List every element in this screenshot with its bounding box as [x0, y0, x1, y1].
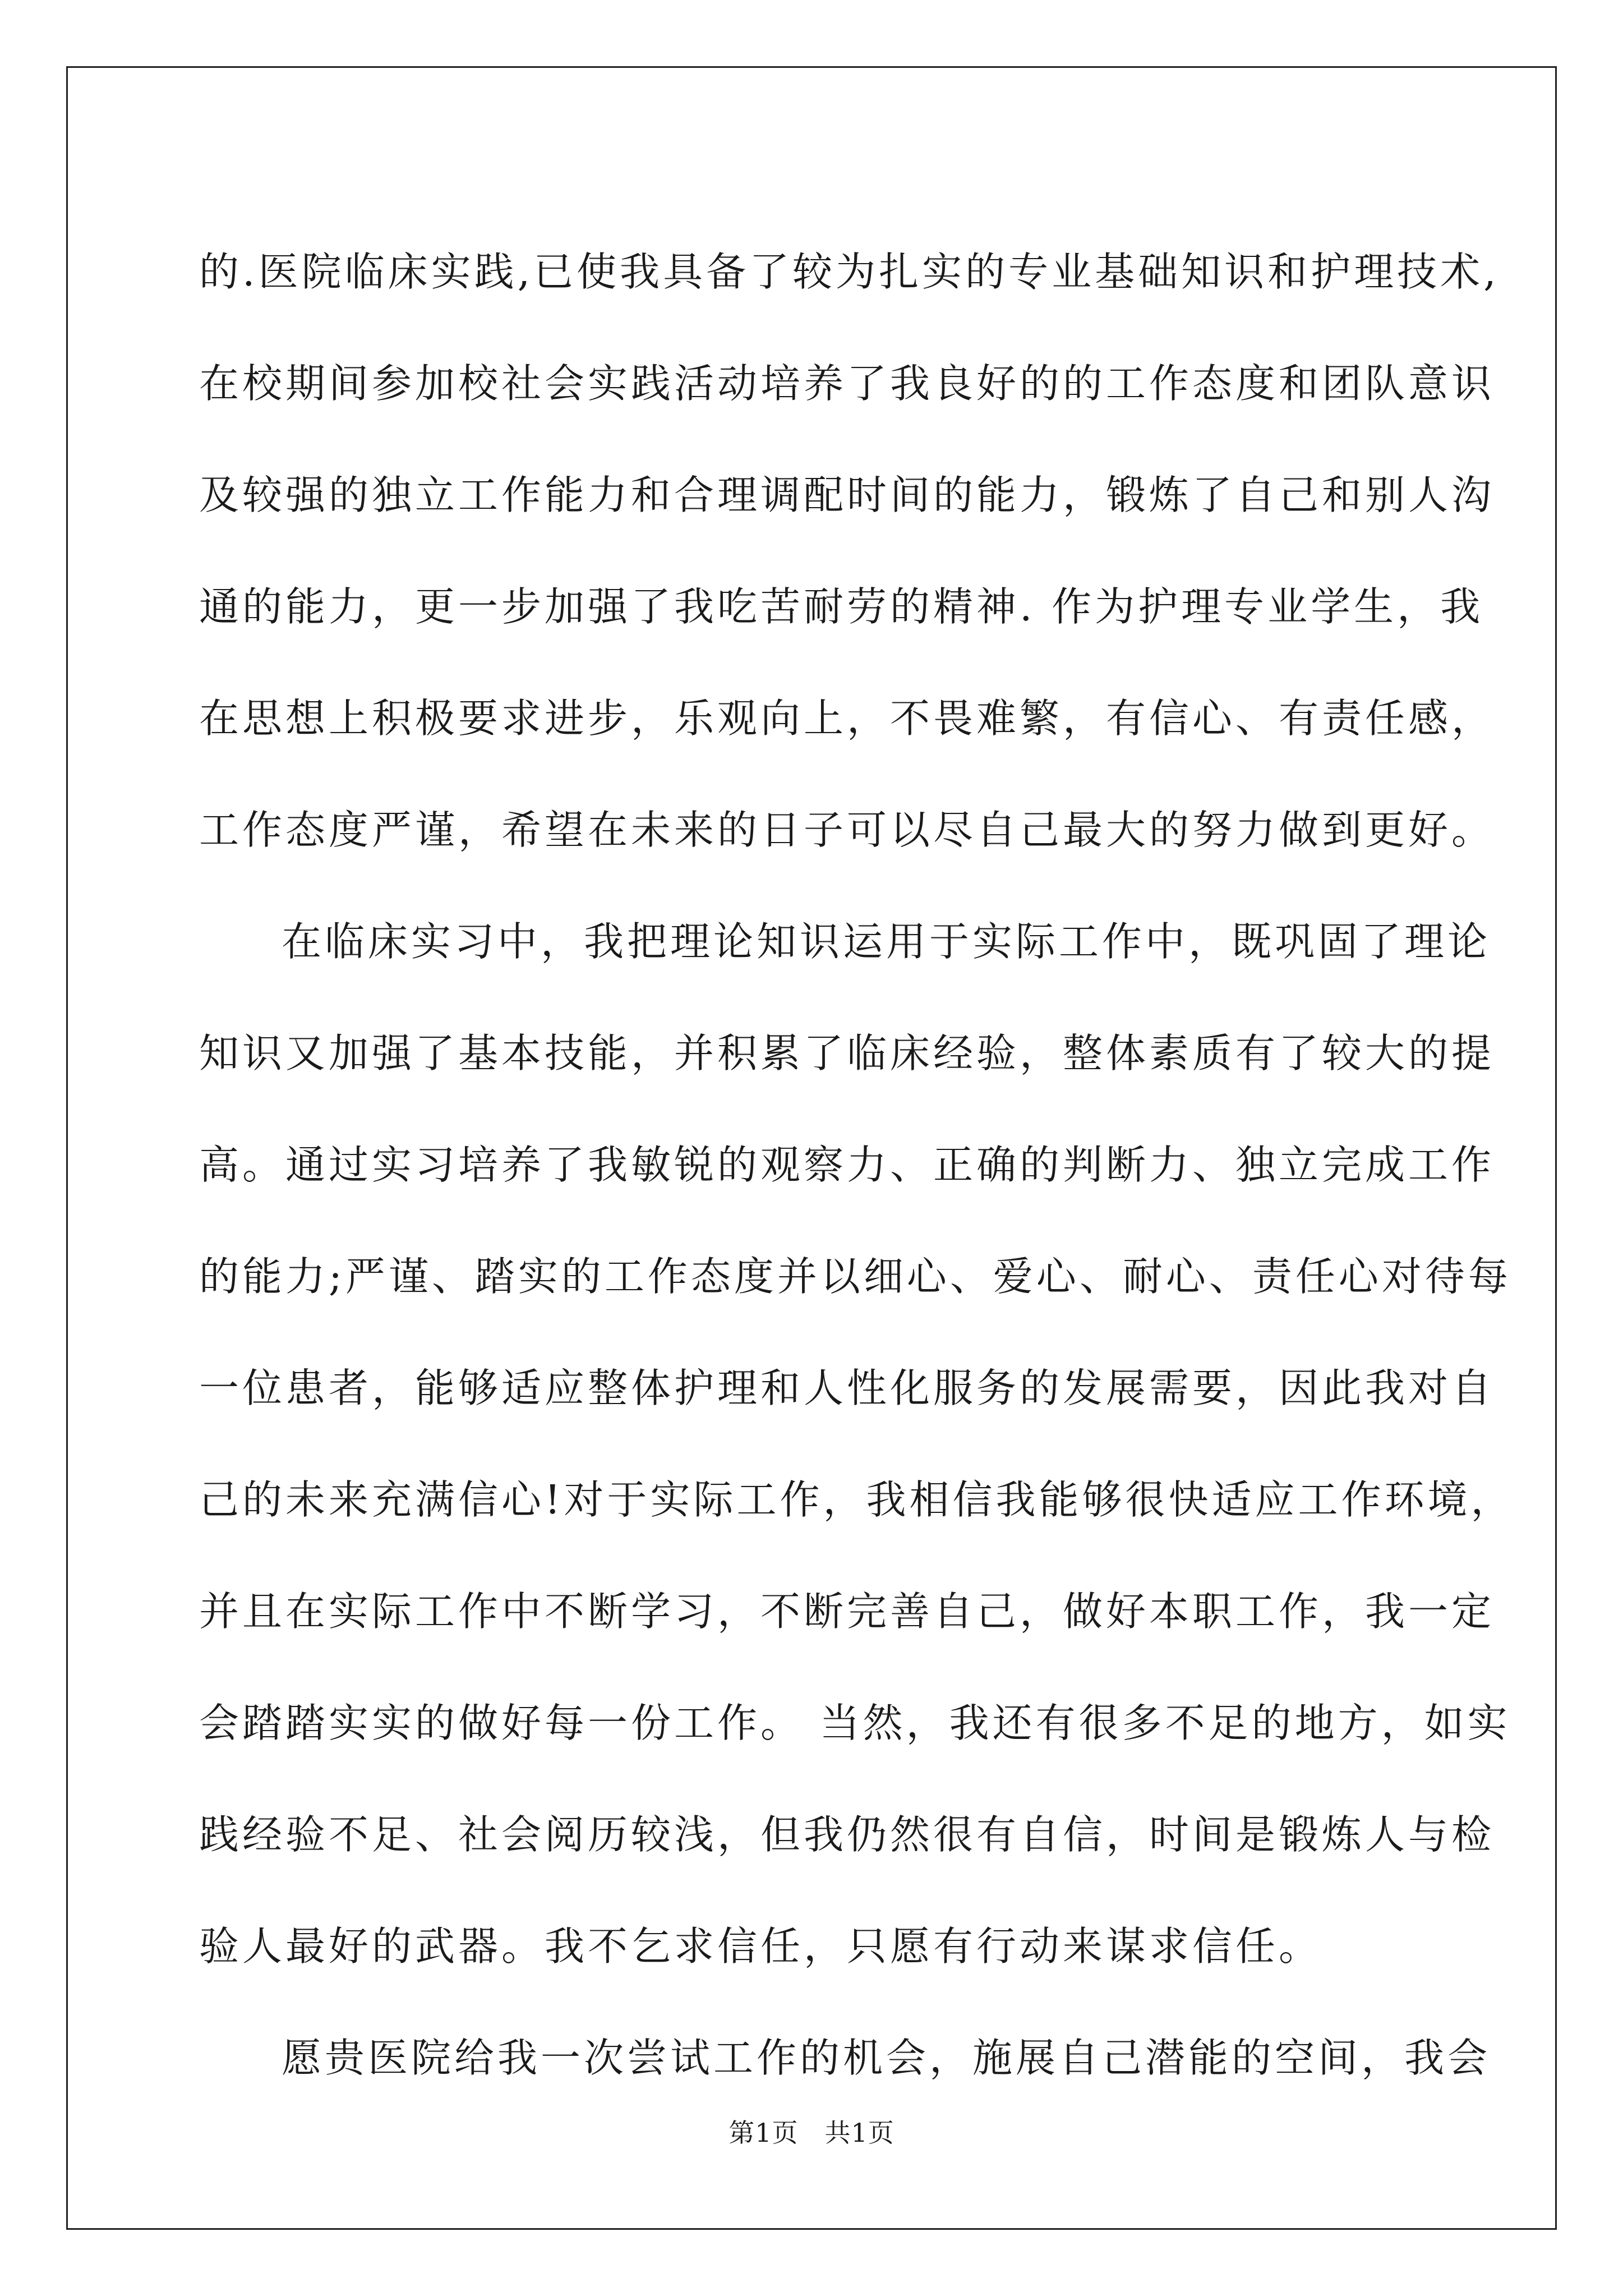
- text-line-5: 在思想上积极要求进步，乐观向上，不畏难繁，有信心、有责任感，: [199, 695, 1495, 742]
- text-line-13: 并且在实际工作中不断学习，不断完善自己，做好本职工作，我一定: [199, 1588, 1495, 1635]
- page-number-footer: 第1页 共1页: [728, 2118, 895, 2148]
- document-body: [199, 216, 1514, 2114]
- text-line-9: 高。通过实习培养了我敏锐的观察力、正确的判断力、独立完成工作: [199, 1142, 1495, 1188]
- text-line-2: 在校期间参加校社会实践活动培养了我良好的的工作态度和团队意识: [199, 360, 1495, 407]
- text-line-12: 己的未来充满信心!对于实际工作，我相信我能够很快适应工作环境，: [199, 1476, 1514, 1523]
- text-line-16: 验人最好的武器。我不乞求信任，只愿有行动来谋求信任。: [199, 1923, 1322, 1970]
- paragraph-start-line-7: 在临床实习中，我把理论知识运用于实际工作中，既巩固了理论: [282, 918, 1491, 965]
- text-line-4: 通的能力，更一步加强了我吃苦耐劳的精神. 作为护理专业学生，我: [199, 583, 1484, 630]
- text-line-11: 一位患者，能够适应整体护理和人性化服务的发展需要，因此我对自: [199, 1365, 1495, 1411]
- text-line-6: 工作态度严谨，希望在未来的日子可以尽自己最大的努力做到更好。: [199, 807, 1495, 853]
- paragraph-start-line-17: 愿贵医院给我一次尝试工作的机会，施展自己潜能的空间，我会: [282, 2035, 1491, 2081]
- text-line-8: 知识又加强了基本技能，并积累了临床经验，整体素质有了较大的提: [199, 1030, 1495, 1076]
- text-line-10: 的能力;严谨、踏实的工作态度并以细心、爱心、耐心、责任心对待每: [199, 1253, 1511, 1300]
- text-line-15: 践经验不足、社会阅历较浅，但我仍然很有自信，时间是锻炼人与检: [199, 1811, 1495, 1858]
- text-line-1: 的.医院临床实践,已使我具备了较为扎实的专业基础知识和护理技术,: [199, 249, 1500, 295]
- text-line-3: 及较强的独立工作能力和合理调配时间的能力，锻炼了自己和别人沟: [199, 472, 1495, 518]
- text-line-14: 会踏踏实实的做好每一份工作。 当然，我还有很多不足的地方，如实: [199, 1700, 1511, 1746]
